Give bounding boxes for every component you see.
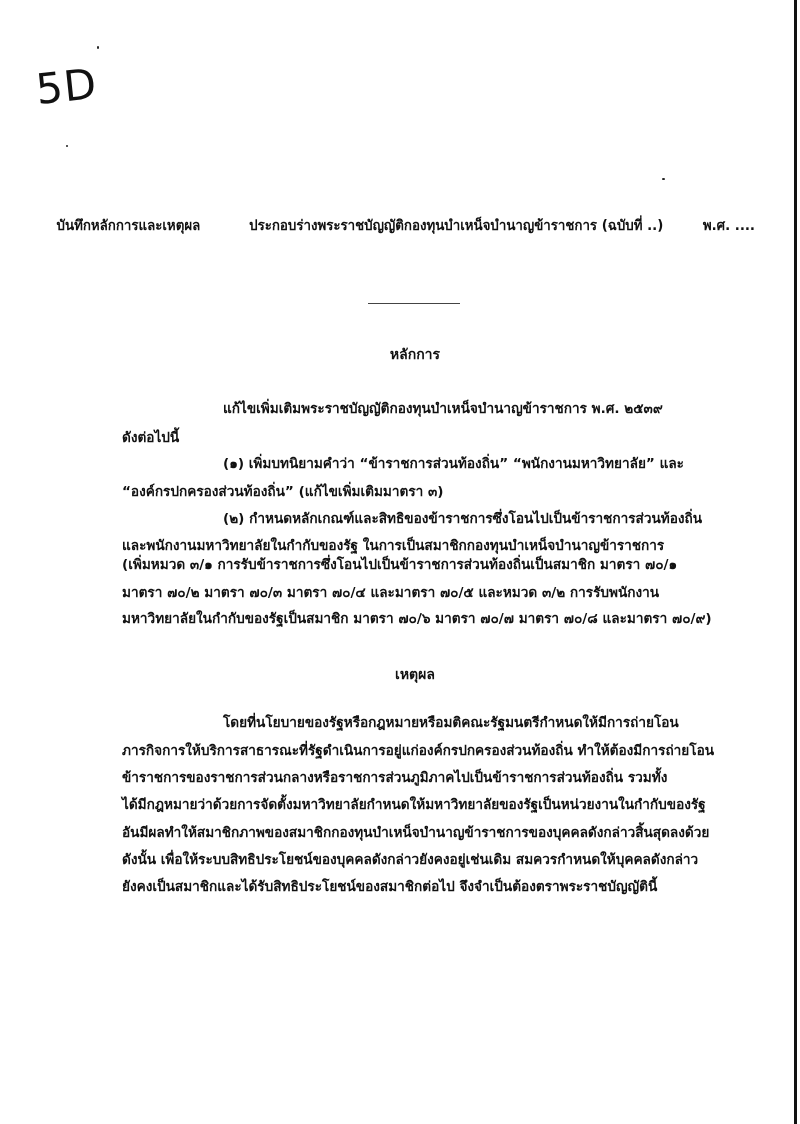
reason-line: ข้าราชการของราชการส่วนกลางหรือราชการส่วนภูมิภาคไปเป็นข้าราชการส่วนท้องถิ่น รวมทั้ง xyxy=(122,770,668,786)
principle-line: แก้ไขเพิ่มเติมพระราชบัญญัติกองทุนบำเหน็จบำนาญข้าราชการ พ.ศ. ๒๕๓๙ xyxy=(223,401,663,417)
title-divider xyxy=(368,303,460,304)
principle-line: “องค์กรปกครองส่วนท้องถิ่น” (แก้ไขเพิ่มเติมมาตรา ๓) xyxy=(122,484,444,500)
handwritten-page-mark: 5D xyxy=(33,58,100,115)
principle-line: มาตรา ๗๐/๒ มาตรา ๗๐/๓ มาตรา ๗๐/๔ และมาตรา ๗๐/๕ และหมวด ๓/๒ การรับพนักงาน xyxy=(122,585,660,601)
scan-speck xyxy=(662,178,665,180)
reason-line: ภารกิจการให้บริการสาธารณะที่รัฐดำเนินการอยู่แก่องค์กรปกครองส่วนท้องถิ่น ทำให้ต้องมีการถ่ายโอน xyxy=(122,743,715,759)
scan-speck xyxy=(66,145,68,147)
principle-line: (เพิ่มหมวด ๓/๑ การรับข้าราชการซึ่งโอนไปเป็นข้าราชการส่วนท้องถิ่นเป็นสมาชิก มาตรา ๗๐/๑ xyxy=(122,557,678,573)
reason-heading: เหตุผล xyxy=(395,667,435,683)
title-line-1: บันทึกหลักการและเหตุผล xyxy=(56,218,201,234)
principle-line: ดังต่อไปนี้ xyxy=(122,430,180,446)
document-title xyxy=(0,212,800,240)
reason-line: ดังนั้น เพื่อให้ระบบสิทธิประโยชน์ของบุคคลดังกล่าวยังคงอยู่เช่นเดิม สมควรกำหนดให้บุคคลดังกล่าว xyxy=(122,852,699,868)
reason-line: ได้มีกฎหมายว่าด้วยการจัดตั้งมหาวิทยาลัยกำหนดให้มหาวิทยาลัยของรัฐเป็นหน่วยงานในกำกับของรัฐ xyxy=(122,797,706,813)
title-line-2: ประกอบร่างพระราชบัญญัติกองทุนบำเหน็จบำนาญข้าราชการ (ฉบับที่ ..) xyxy=(249,218,664,234)
scan-speck xyxy=(97,46,99,49)
principle-line: (๒) กำหนดหลักเกณฑ์และสิทธิของข้าราชการซึ่งโอนไปเป็นข้าราชการส่วนท้องถิ่น xyxy=(223,511,703,527)
reason-line: ยังคงเป็นสมาชิกและได้รับสิทธิประโยชน์ของสมาชิกต่อไป จึงจำเป็นต้องตราพระราชบัญญัตินี้ xyxy=(122,879,658,895)
reason-line: โดยที่นโยบายของรัฐหรือกฎหมายหรือมติคณะรัฐมนตรีกำหนดให้มีการถ่ายโอน xyxy=(223,715,679,731)
reason-line: อันมีผลทำให้สมาชิกภาพของสมาชิกกองทุนบำเหน็จบำนาญข้าราชการของบุคคลดังกล่าวสิ้นสุดลงด้วย xyxy=(122,825,710,841)
principle-heading: หลักการ xyxy=(389,347,441,363)
principle-line: (๑) เพิ่มบทนิยามคำว่า “ข้าราชการส่วนท้องถิ่น” “พนักงานมหาวิทยาลัย” และ xyxy=(223,456,684,472)
principle-line: มหาวิทยาลัยในกำกับของรัฐเป็นสมาชิก มาตรา ๗๐/๖ มาตรา ๗๐/๗ มาตรา ๗๐/๘ และมาตรา ๗๐/๙) xyxy=(122,611,712,627)
title-line-3: พ.ศ. .... xyxy=(702,218,756,234)
principle-line: และพนักงานมหาวิทยาลัยในกำกับของรัฐ ในการเป็นสมาชิกกองทุนบำเหน็จบำนาญข้าราชการ xyxy=(122,538,665,554)
